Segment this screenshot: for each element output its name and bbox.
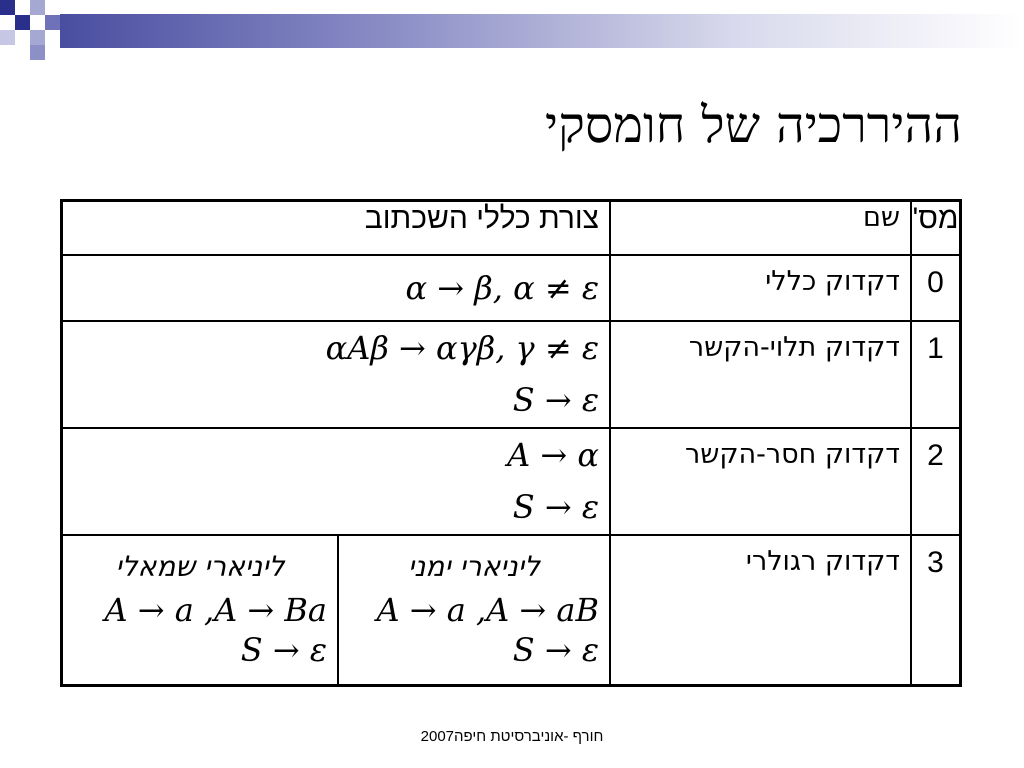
row-name: דקדוק כללי [610, 255, 911, 321]
left-linear-cell [62, 535, 339, 685]
rule-formula: S → ε [512, 488, 599, 526]
banner-square [30, 0, 45, 15]
left-linear-label: ליניארי שמאלי [115, 550, 285, 583]
row-rules [62, 428, 611, 535]
header-name: שם [610, 201, 911, 256]
header-rules: צורת כללי השכתוב [62, 201, 611, 256]
banner-square [15, 15, 30, 30]
rule-formula: αAβ → αγβ, γ ≠ ε [325, 329, 599, 367]
table-row [62, 255, 961, 321]
right-linear-label: ליניארי ימני [407, 550, 541, 583]
row-rules [62, 321, 611, 428]
banner-square [0, 0, 15, 15]
row-name: דקדוק חסר-הקשר [610, 428, 911, 535]
banner-square [30, 30, 45, 45]
row-num: 3 [911, 535, 961, 685]
row-num: 1 [911, 321, 961, 428]
rule-formula: S → ε [512, 631, 599, 669]
rule-formula: A → a ,A → aB [376, 591, 599, 629]
row-num: 0 [911, 255, 961, 321]
chomsky-hierarchy-table [60, 199, 962, 687]
slide-title: ההיררכיה של חומסקי [545, 96, 962, 154]
table-row [62, 321, 961, 428]
table-row [62, 535, 961, 685]
banner-gradient-bar [60, 14, 1024, 48]
rule-formula: S → ε [240, 631, 327, 669]
table-header-row [62, 201, 961, 256]
right-linear-cell [338, 535, 610, 685]
row-name: דקדוק תלוי-הקשר [610, 321, 911, 428]
decorative-banner [0, 0, 1024, 64]
banner-square [0, 30, 15, 45]
row-name: דקדוק רגולרי [610, 535, 911, 685]
row-rules [62, 255, 611, 321]
rule-formula: A → a ,A → Ba [104, 591, 327, 629]
rule-formula: S → ε [512, 381, 599, 419]
row-num: 2 [911, 428, 961, 535]
header-num: מס' [911, 201, 961, 256]
banner-square [30, 45, 45, 60]
slide-footer: 2007חורף -אוניברסיטת חיפה [420, 728, 604, 745]
rule-formula: A → α [507, 436, 599, 474]
banner-square [45, 15, 60, 30]
table-row [62, 428, 961, 535]
rule-formula: α → β, α ≠ ε [405, 269, 599, 307]
